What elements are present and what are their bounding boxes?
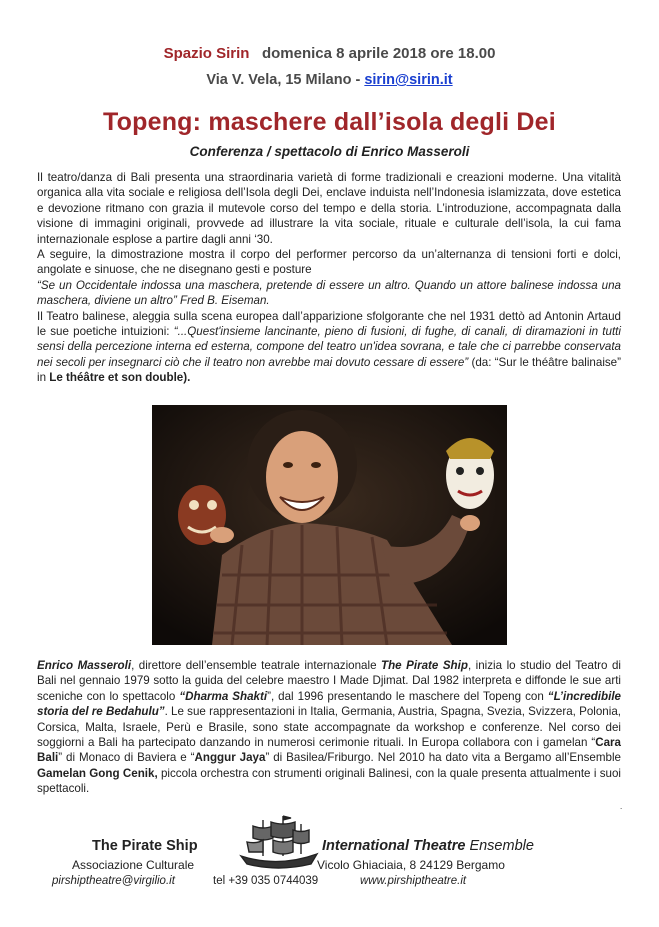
footer-website[interactable]: www.pirshiptheatre.it (360, 875, 467, 887)
intro-paragraph-3: Il Teatro balinese, aleggia sulla scena europea dall’apparizione sfolgorante che nel 1931 dettò ad Antonin Artaud le sue poetiche intuizioni: “...Quest'insieme lancinante, pieno di fusioni, di fughe, di canali, di diramazioni in tutti sensi della percezione interna ed esterna, compone del teatro un'idea sovrana, e tale che ci parrebbe conservata nei secoli per insegnarci ciò che il teatro non avrebbe mai dovuto cessare di essere” (da: “Sur le théâtre balinaise” in Le théâtre et son double). (37, 309, 621, 385)
gamelan-gong-cenik: Gamelan Gong Cenik, (37, 766, 158, 780)
bio-name: Enrico Masseroli (37, 659, 132, 672)
footer-company-name: The Pirate Ship (92, 838, 198, 854)
venue-name: Spazio Sirin (163, 45, 250, 62)
stray-dot: . (620, 802, 623, 811)
event-venue-date (0, 45, 659, 62)
footer-phone: tel +39 035 0744039 (213, 875, 319, 887)
performer-photo (152, 405, 507, 645)
bio-ensemble: The Pirate Ship (381, 659, 468, 672)
page-subtitle: Conferenza / spettacolo di Enrico Masseroli (189, 144, 470, 159)
pirate-ship-logo (233, 812, 323, 874)
email-link[interactable]: sirin@sirin.it (364, 72, 453, 88)
footer-address: Vicolo Ghiaciaia, 8 24129 Bergamo (317, 858, 505, 872)
intro-text (37, 170, 621, 386)
bio-text: Enrico Masseroli, direttore dell’ensemble teatrale internazionale The Pirate Ship, inizia lo studio del Teatro di Bali nel gennaio 1979 sotto la guida del celebre maestro I Made Djimat. Dal 1982 interpreta e diffonde le sue arti sceniche con lo spettacolo “Dharma Shakti”, dal 1996 presentando le maschere del Topeng con “L’incredibile storia del re Bedahulu”. Le sue rappresentazioni in Italia, Germania, Austria, Spagna, Svezia, Svizzera, Polonia, Corsica, Malta, Israele, Perù e Brasile, sono state accompagnate da workshop e conferenze. Nel corso dei soggiorni a Bali ha partecipato danzando in numerosi cerimonie rituali. In Europa collabora con i gamelan “Cara Bali” di Monaco di Baviera e “Anggur Jaya” di Basilea/Friburgo. Nel 2010 ha dato vita a Bergamo all’Ensemble Gamelan Gong Cenik, piccola orchestra con strumenti originali Balinesi, con la quale presenta attualmente i suoi spettacoli. (37, 659, 621, 796)
event-address (0, 72, 659, 88)
page-title: Topeng: maschere dall’isola degli Dei (103, 108, 556, 136)
event-datetime: domenica 8 aprile 2018 ore 18.00 (261, 45, 496, 62)
show-dharma-shakti: “Dharma Shakti (179, 689, 268, 703)
intro-paragraph-2: A seguire, la dimostrazione mostra il corpo del performer percorso da un’alternanza di tensioni forti e dolci, angolate e sinuose, che ne disegnano gesti e posture (37, 248, 621, 277)
footer-ensemble-name: International Theatre Ensemble (322, 838, 534, 854)
gamelan-anggur-jaya: Anggur Jaya (194, 751, 266, 765)
footer-association: Associazione Culturale (72, 858, 195, 872)
gamelan-cara-bali: Cara Bali (37, 736, 621, 765)
book-title: Le théâtre et son double). (49, 371, 191, 385)
show-bedahulu: “L’incredibile storia del re Bedahulu” (37, 689, 621, 719)
artaud-quote: “...Quest'insieme lancinante, pieno di fusioni, di fughe, di canali, di diramazioni in tutti sensi della percezione interna ed esterna, compone del teatro un'idea sovrana, e tale che ci parrebbe conservata nei secoli per insegnarci ciò che il teatro non avrebbe mai dovuto cessare di essere” (37, 325, 621, 369)
address-text: Via V. Vela, 15 Milano - (206, 72, 365, 88)
footer-email[interactable]: pirshiptheatre@virgilio.it (52, 875, 175, 887)
intro-paragraph-1: Il teatro/danza di Bali presenta una straordinaria varietà di forme tradizionali e creazioni moderne. Una vitalità organica alla vita sociale e religiosa dell’Isola degli Dei, enclave induista nell’Indonesia islamizzata, dove estetica e devozione ritmano con grazia il mutevole corso del tempo e della storia. L’introduzione, accompagnata dalla visione di immagini originali, provvede ad illustrare la vita sociale, rituale e culturale dell’isola, la cui fama internazionale esplose a partire dagli anni ‘30. (37, 171, 621, 246)
eiseman-quote: “Se un Occidentale indossa una maschera, pretende di essere un altro. Quando un attore balinese indossa una maschera, diviene un altro” Fred B. Eiseman. (37, 278, 621, 308)
